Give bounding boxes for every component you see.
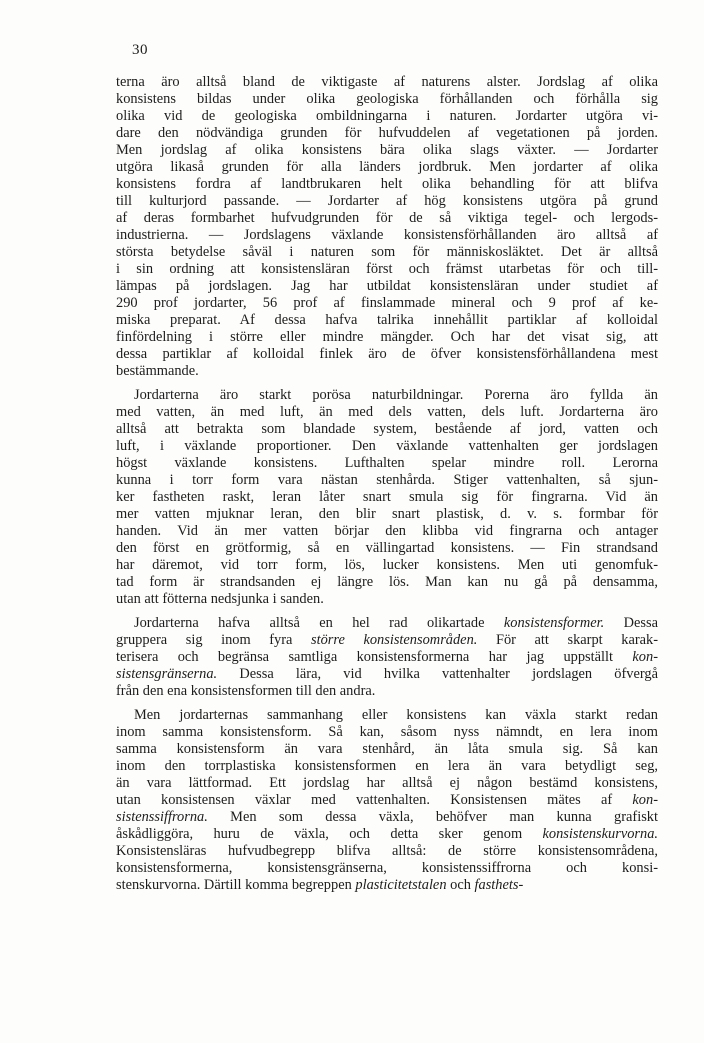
text-line <box>116 792 658 809</box>
text-line <box>116 489 658 506</box>
text-line <box>116 472 658 489</box>
text-line <box>116 826 658 843</box>
text-run: med vatten, än med luft, än med dels vatten, dels luft. Jordarterna äro <box>116 404 658 420</box>
text-run: högst växlande konsistens. Lufthalten spelar mindre roll. Lerorna <box>116 455 658 471</box>
body-text <box>116 74 658 901</box>
text-run: 290 prof jordarter, 56 prof af finslammade mineral och 9 prof af ke- <box>116 295 658 311</box>
text-run: Dessa lära, vid hvilka vattenhalter jordslagen öfvergå <box>217 666 658 682</box>
italic-term: plasticitetstalen <box>355 877 447 893</box>
text-line <box>116 387 658 404</box>
text-run: dare den nödvändiga grunden för hufvuddelen af vegetationen på jorden. <box>116 125 658 141</box>
text-run: terisera och begränsa samtliga konsistensformerna har jag uppställt <box>116 649 633 665</box>
text-line <box>116 860 658 877</box>
text-line <box>116 741 658 758</box>
text-line <box>116 404 658 421</box>
text-run: utgöra likaså grunden för alla länders jordbruk. Men jordarter af olika <box>116 159 658 175</box>
italic-term: sistenssiffrorna. <box>116 809 208 825</box>
italic-term: större konsistensområden. <box>311 632 478 648</box>
text-run: Dessa <box>604 615 658 631</box>
text-line <box>116 758 658 775</box>
text-line <box>116 421 658 438</box>
text-run: konsistens bildas under olika geologiska förhållanden och förhålla sig <box>116 91 658 107</box>
text-line <box>116 877 658 894</box>
text-line <box>116 244 658 261</box>
text-line <box>116 295 658 312</box>
text-run: terna äro alltså bland de viktigaste af naturens alster. Jordslag af olika <box>116 74 658 90</box>
text-line <box>116 278 658 295</box>
italic-term: sistensgränserna. <box>116 666 218 682</box>
text-line <box>116 775 658 792</box>
text-run: alltså att betrakta som blandade system, bestående af jord, vatten och <box>116 421 658 437</box>
text-line <box>116 809 658 826</box>
text-line <box>116 523 658 540</box>
text-line <box>116 540 658 557</box>
text-run: från den ena konsistensformen till den andra. <box>116 683 376 699</box>
text-run: Men jordslag af olika konsistens bära olika slags växter. — Jordarter <box>116 142 658 158</box>
text-line <box>116 438 658 455</box>
text-run: konsistens fordra af landtbrukaren helt olika behandling för att blifva <box>116 176 658 192</box>
text-line <box>116 329 658 346</box>
paragraph <box>116 707 658 894</box>
text-run: den först en grötformig, så en vällingartad konsistens. — Fin strandsand <box>116 540 658 556</box>
text-run: gruppera sig inom fyra <box>116 632 312 648</box>
page-number: 30 <box>132 42 148 58</box>
text-run: finfördelning i större eller mindre mängder. Och har det visat sig, att <box>116 329 658 345</box>
text-run: inom den torrplastiska konsistensformen en lera än vara betydligt seg, <box>116 758 658 774</box>
text-line <box>116 683 658 700</box>
text-run: åskådliggöra, huru de växla, och detta sker genom <box>116 826 543 842</box>
text-run: konsistensformerna, konsistensgränserna, konsistenssiffrorna och konsi- <box>116 860 658 876</box>
paragraph <box>116 615 658 700</box>
text-run: till kulturjord passande. — Jordarter af hög konsistens utgöra på grund <box>116 193 658 209</box>
text-run: Jordarterna hafva alltså en hel rad olikartade <box>134 615 504 631</box>
text-run: Men jordarternas sammanhang eller konsistens kan växla starkt redan <box>134 707 658 723</box>
text-run: inom samma konsistensform. Så kan, såsom nyss nämndt, en lera inom <box>116 724 658 740</box>
text-line <box>116 108 658 125</box>
text-line <box>116 574 658 591</box>
text-run: handen. Vid än mer vatten börjar den klibba vid fingrarna och antager <box>116 523 658 539</box>
text-run: utan konsistensen växlar med vattenhalten. Konsistensen mätes af <box>116 792 633 808</box>
text-line <box>116 142 658 159</box>
text-run: än vara lättformad. Ett jordslag har alltså ej någon bestämd konsistens, <box>116 775 658 791</box>
text-line <box>116 363 658 380</box>
italic-term: konsistenskurvorna. <box>542 826 658 842</box>
text-run: har däremot, vid torr form, lös, lucker konsistens. Men uti genomfuk- <box>116 557 658 573</box>
text-line <box>116 591 658 608</box>
paragraph <box>116 74 658 380</box>
text-line <box>116 666 658 683</box>
text-run: kunna i torr form vara nästan stenhårda. Stiger vattenhalten, så sjun- <box>116 472 658 488</box>
text-line <box>116 227 658 244</box>
italic-term: kon- <box>632 649 658 665</box>
text-line <box>116 312 658 329</box>
text-run: bestämmande. <box>116 363 199 379</box>
text-run: olika vid de geologiska ombildningarna i naturen. Jordarter utgöra vi- <box>116 108 658 124</box>
text-line <box>116 707 658 724</box>
text-line <box>116 615 658 632</box>
text-line <box>116 649 658 666</box>
text-run: af deras formbarhet hufvudgrunden för de så viktiga tegel- och lergods- <box>116 210 658 226</box>
text-line <box>116 176 658 193</box>
text-run: utan att fötterna nedsjunka i sanden. <box>116 591 324 607</box>
text-line <box>116 843 658 860</box>
text-run: luft, i växlande proportioner. Den växlande vattenhalten ger jordslagen <box>116 438 658 454</box>
text-run: ker fastheten raskt, leran låter snart smula sig för fingrarna. Vid än <box>116 489 658 505</box>
text-run: största betydelse såväl i naturen som för människosläktet. Det är alltså <box>116 244 658 260</box>
text-line <box>116 159 658 176</box>
text-run: industrierna. — Jordslagens växlande konsistensförhållanden äro alltså af <box>116 227 658 243</box>
paragraph <box>116 387 658 608</box>
text-run: Jordarterna äro starkt porösa naturbildningar. Porerna äro fyllda än <box>134 387 658 403</box>
text-line <box>116 724 658 741</box>
text-run: Men som dessa växla, behöfver man kunna grafiskt <box>207 809 658 825</box>
text-run: För att skarpt karak- <box>477 632 658 648</box>
text-line <box>116 557 658 574</box>
text-line <box>116 455 658 472</box>
text-run: stenskurvorna. Därtill komma begreppen <box>116 877 356 893</box>
text-run: mer vatten mjuknar leran, den blir snart plastisk, d. v. s. formbar för <box>116 506 658 522</box>
text-run: dessa partiklar af kolloidal finlek äro de öfver konsistensförhållandena mest <box>116 346 658 362</box>
italic-term: konsistensformer. <box>503 615 605 631</box>
text-run: lämpas på jordslagen. Jag har utbildat konsistensläran under studiet af <box>116 278 658 294</box>
italic-term: kon- <box>632 792 658 808</box>
text-line <box>116 632 658 649</box>
text-run: samma konsistensform än vara stenhård, än låta smula sig. Så kan <box>116 741 658 757</box>
text-line <box>116 91 658 108</box>
text-line <box>116 193 658 210</box>
text-run: och <box>446 877 475 893</box>
text-run: miska preparat. Af dessa hafva talrika innehållit partiklar af kolloidal <box>116 312 658 328</box>
text-line <box>116 210 658 227</box>
text-line <box>116 261 658 278</box>
text-run: tad form är strandsanden ej längre lös. Man kan nu gå på densamma, <box>116 574 658 590</box>
italic-term: fasthets- <box>474 877 524 893</box>
text-line <box>116 346 658 363</box>
text-line <box>116 506 658 523</box>
text-line <box>116 74 658 91</box>
text-run: i sin ordning att konsistensläran först och främst utarbetas för och till- <box>116 261 658 277</box>
text-line <box>116 125 658 142</box>
text-run: Konsistensläras hufvudbegrepp blifva alltså: de större konsistensområdena, <box>116 843 658 859</box>
